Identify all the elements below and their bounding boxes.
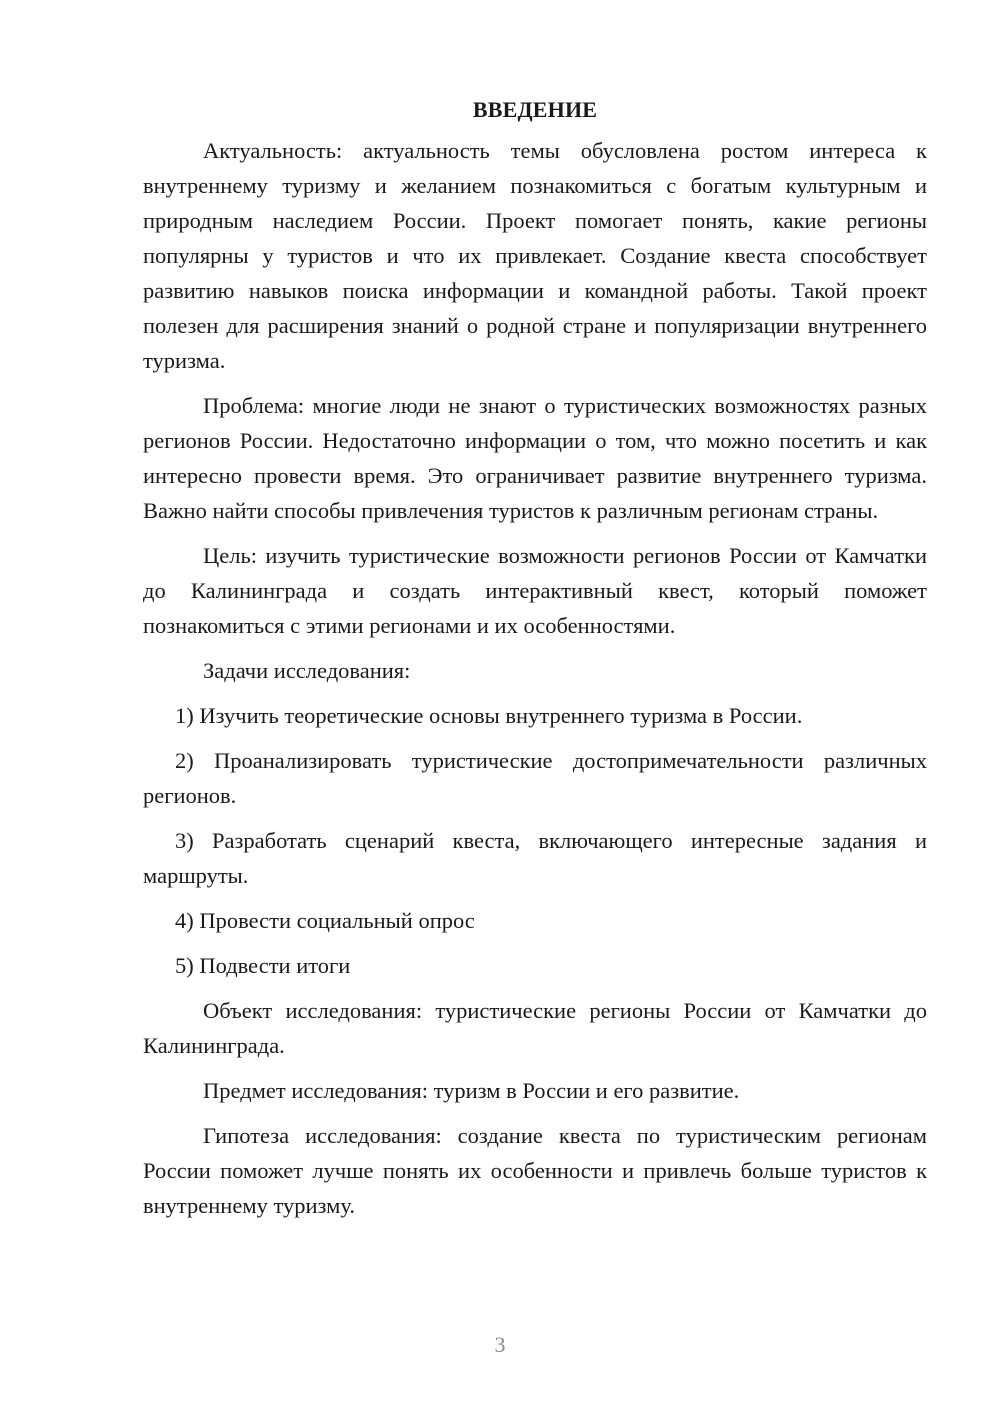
tasks-heading: Задачи исследования: <box>203 658 411 683</box>
page-number: 3 <box>494 1332 506 1357</box>
hypothesis-paragraph: Гипотеза исследования: создание квеста по туристическим регионам России поможет лучше понять их особенности и привлечь больше туристов к внутреннему туризму. <box>143 1123 927 1218</box>
document-page <box>143 92 927 1233</box>
page-title: ВВЕДЕНИЕ <box>472 97 598 122</box>
task-item-1: 1) Изучить теоретические основы внутреннего туризма в России. <box>175 703 803 728</box>
problem-paragraph: Проблема: многие люди не знают о туристических возможностях разных регионов России. Недостаточно информации о том, что можно посетить и как интересно провести время. Это ограничивает развитие внутреннего туризма. Важно найти способы привлечения туристов к различным регионам страны. <box>143 393 927 523</box>
task-item-3: 3) Разработать сценарий квеста, включающего интересные задания и маршруты. <box>143 828 927 888</box>
relevance-paragraph: Актуальность: актуальность темы обусловлена ростом интереса к внутреннему туризму и желанием познакомиться с богатым культурным и природным наследием России. Проект помогает понять, какие регионы популярны у туристов и что их привлекает. Создание квеста способствует развитию навыков поиска информации и командной работы. Такой проект полезен для расширения знаний о родной стране и популяризации внутреннего туризма. <box>143 138 927 373</box>
subject-paragraph: Предмет исследования: туризм в России и его развитие. <box>203 1078 740 1103</box>
object-paragraph: Объект исследования: туристические регионы России от Камчатки до Калининграда. <box>143 998 927 1058</box>
task-item-2: 2) Проанализировать туристические достопримечательности различных регионов. <box>143 748 927 808</box>
goal-paragraph: Цель: изучить туристические возможности регионов России от Камчатки до Калининграда и создать интерактивный квест, который поможет познакомиться с этими регионами и их особенностями. <box>143 543 927 638</box>
task-item-4: 4) Провести социальный опрос <box>175 908 475 933</box>
task-item-5: 5) Подвести итоги <box>175 953 351 978</box>
